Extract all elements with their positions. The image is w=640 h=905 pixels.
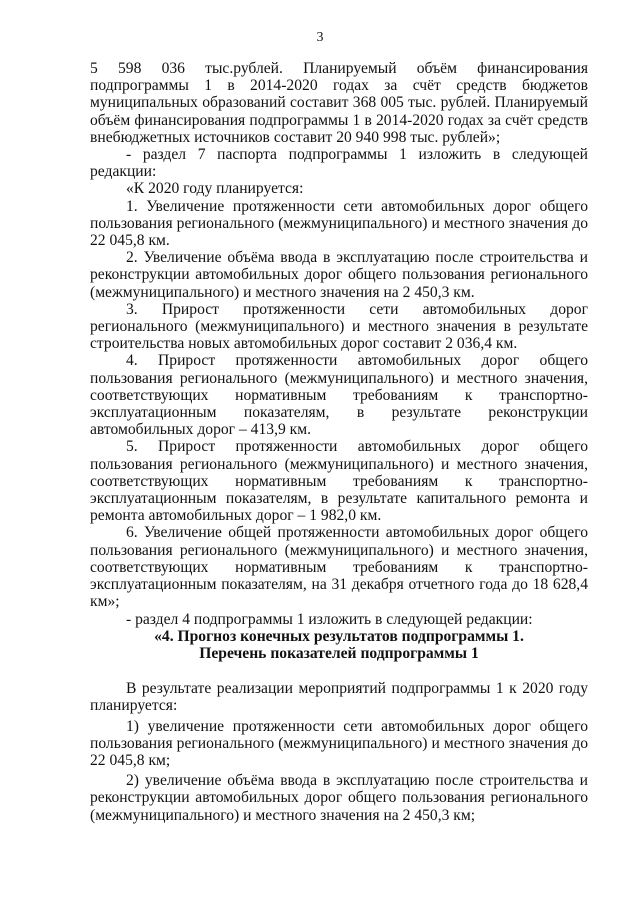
result-2: 2) увеличение объёма ввода в эксплуатацию после строительства и реконструкции автомобильных дорог общего пользования регионального (межмуниципального) и местного значения на 2 450,3 км; xyxy=(90,772,588,824)
section7-instruction: - раздел 7 паспорта подпрограммы 1 изложить в следующей редакции: xyxy=(90,146,588,181)
plan-intro: «К 2020 году планируется: xyxy=(126,180,304,198)
item-5: 5. Прирост протяженности автомобильных дорог общего пользования регионального (межмуниципального) и местного значения, соответствующих нормативным требованиям к транспортно-эксплуатационным показателям, в результате капитального ремонта и ремонта автомобильных дорог – 1 982,0 км. xyxy=(90,438,588,525)
section-heading-line1: «4. Прогноз конечных результатов подпрограммы 1. xyxy=(154,627,524,645)
document-body xyxy=(90,60,588,824)
section-heading-line2: Перечень показателей подпрограммы 1 xyxy=(199,644,479,662)
item-3: 3. Прирост протяженности сети автомобильных дорог регионального (межмуниципального) и местного значения в результате строительства новых автомобильных дорог составит 2 036,4 км. xyxy=(90,300,588,353)
item-2: 2. Увеличение объёма ввода в эксплуатацию после строительства и реконструкции автомобильных дорог общего пользования регионального (межмуниципального) и местного значения на 2 450,3 км. xyxy=(90,249,588,301)
result-1: 1) увеличение протяженности сети автомобильных дорог общего пользования регионального (межмуниципального) и местного значения до 22 045,8 км; xyxy=(90,717,588,769)
page-number: 3 xyxy=(316,30,324,45)
results-intro: В результате реализации мероприятий подпрограммы 1 к 2020 году планируется: xyxy=(90,680,588,715)
section4-instruction: - раздел 4 подпрограммы 1 изложить в следующей редакции: xyxy=(126,610,533,628)
item-4: 4. Прирост протяженности автомобильных дорог общего пользования регионального (межмуниципального) и местного значения, соответствующих нормативным требованиям к транспортно-эксплуатационным показателям, в результате реконструкции автомобильных дорог – 413,9 км. xyxy=(90,352,588,439)
item-6: 6. Увеличение общей протяженности автомобильных дорог общего пользования регионального (межмуниципального) и местного значения, соответствующих нормативным требованиям к транспортно-эксплуатационным показателям, на 31 декабря отчетного года до 18 628,4 км»; xyxy=(90,524,588,611)
item-1: 1. Увеличение протяженности сети автомобильных дорог общего пользования регионального (межмуниципального) и местного значения до 22 045,8 км. xyxy=(90,197,588,250)
funding-paragraph: 5 598 036 тыс.рублей. Планируемый объём финансирования подпрограммы 1 в 2014-2020 годах за счёт средств бюджетов муниципальных образований составит 368 005 тыс. рублей. Планируемый объём финансирования подпрограммы 1 в 2014-2020 годах за счёт средств внебюджетных источников составит 20 940 998 тыс. рублей»; xyxy=(90,60,588,146)
